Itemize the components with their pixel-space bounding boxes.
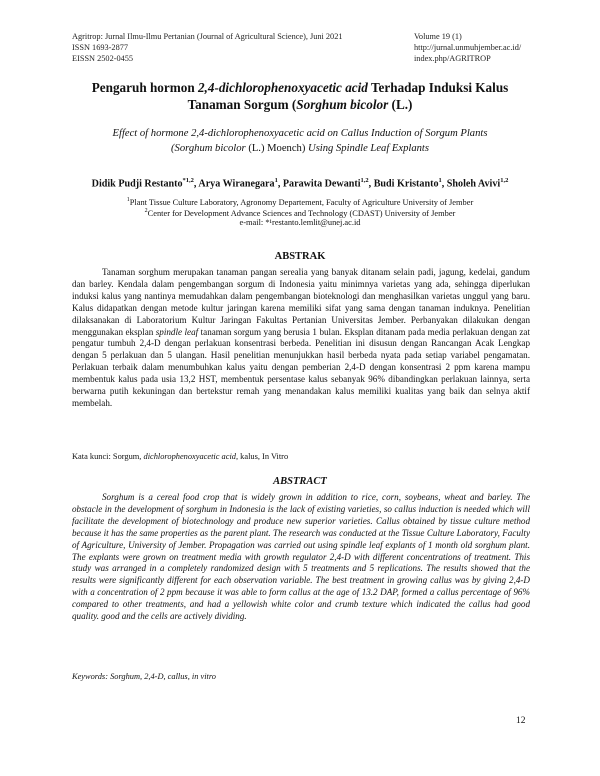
author: Budi Kristanto bbox=[373, 178, 439, 190]
paper-title: Pengaruh hormon 2,4-dichlorophenoxyacetic acid Terhadap Induksi Kalus Tanaman Sorgum (Sorghum bicolor (L.) bbox=[91, 80, 509, 112]
journal-url-line1[interactable]: http://jurnal.unmuhjember.ac.id/ bbox=[414, 43, 522, 52]
affiliation-2: $^2$Center for Development Advance Sciences and Technology (CDAST) University of Jember bbox=[144, 208, 456, 218]
kata-kunci: Kata kunci: Sorgum, dichlorophenoxyacetic acid, kalus, In Vitro bbox=[72, 452, 289, 461]
affiliation-1: $^1$Plant Tissue Culture Laboratory, Agronomy Departement, Faculty of Agriculture University of Jember bbox=[126, 197, 474, 207]
journal-header bbox=[72, 31, 343, 64]
abstract-heading: ABSTRACT bbox=[273, 476, 327, 487]
author: Arya Wiranegara bbox=[198, 178, 275, 190]
journal-url-line2[interactable]: index.php/AGRITROP bbox=[414, 54, 491, 63]
contact-email[interactable]: e-mail: *¹restanto.lemlit@unej.ac.id bbox=[239, 218, 361, 227]
volume-header bbox=[414, 31, 521, 64]
eissn: EISSN 2502-0455 bbox=[72, 54, 134, 63]
issn: ISSN 1693-2877 bbox=[72, 43, 129, 52]
author: Parawita Dewanti bbox=[282, 178, 361, 190]
volume: Volume 19 (1) bbox=[414, 32, 462, 41]
keywords: Keywords: Sorghum, 2,4-D, callus, in vitro bbox=[72, 672, 216, 681]
abstrak-body: Tanaman sorghum merupakan tanaman pangan serealia yang banyak ditanam selain padi, jagung, kedelai, gandum dan barley. Kendala dalam pengembangan sorgum di Indonesia yaitu minimnya varietas yang ada, sehingga diperlukan induksi kalus yang nantinya memudahkan dalam pengembangan bioteknologi dan menghasilkan varietas unggul yang baru. Kalus didapatkan dengan metode kultur jaringan karena memiliki sifat yang sama dengan tanaman induknya. Penelitian dilaksanakan di Laboratorium Kultur Jaringan Fakultas Pertanian Universitas Jember. Perbanyakan dilakukan dengan menggunakan eksplan spindle leaf tanaman sorgum yang berusia 1 bulan. Eksplan ditanam pada media perlakuan dengan zat pengatur tumbuh 2,4-D dengan perlakuan konsentrasi berbeda. Penelitian ini disusun dengan Rancangan Acak Lengkap dengan 5 perlakuan dan 5 ulangan. Hasil penelitian menunjukkan hasil berbeda nyata pada setiap variabel pengamatan. Perlakuan terbaik dalam menumbuhkan kalus yaitu dengan pemberian 2,4-D dengan konsentrasi 2 ppm karena mampu membentuk kalus pada usia 13,2 HST, membentuk persentase kalus sebanyak 96% dibandingkan perlakuan lainnya, serta berwarna putih kekuningan dan bertekstur remah yang menandakan kalus memiliki kualitas yang baik dan selnya aktif membelah. bbox=[72, 267, 530, 408]
abstrak-heading: ABSTRAK bbox=[274, 251, 326, 262]
abstract-body: Sorghum is a cereal food crop that is widely grown in addition to rice, corn, soybeans, wheat and barley. The obstacle in the development of sorghum in Indonesia is the lack of existing varieties, so callus induction is needed which will facilitate the development of biotechnology and produce new superior varieties. Callus obtained by tissue culture method because it has the same properties as the parent plant. The research was conducted at the Tissue Culture Laboratory, Faculty of Agriculture, University of Jember. Propagation was carried out using spindle leaf explants of 1 month old sorghum plant. The explants were grown on treatment media with growth regulator 2,4-D with different concentrations of treatment. This study was arranged in a completely randomized design with 5 treatments and 5 replications. The results showed that the results were significantly different for each observation variable. The best treatment in growing callus was by giving 2,4-D with a concentration of 2 ppm because it was able to form callus at the age of 13.2 DAP, formed a callus percentage of 96% compared to other treatments, and had a yellowish white color and crumb texture which indicated the callus had good quality. good and the cells are actively dividing. bbox=[72, 492, 530, 622]
page-number: 12 bbox=[516, 716, 526, 726]
author: Sholeh Avivi bbox=[446, 178, 501, 190]
journal-name: Agritrop: Jurnal Ilmu-Ilmu Pertanian (Journal of Agricultural Science), Juni 2021 bbox=[72, 32, 343, 41]
author: Didik Pudji Restanto bbox=[91, 178, 183, 190]
paper-subtitle: Effect of hormone 2,4-dichlorophenoxyacetic acid on Callus Induction of Sorgum Plants (Sorghum bicolor (L.) Moench) Using Spindle Leaf Explants bbox=[112, 128, 488, 154]
author-list: Didik Pudji Restanto$^{*1,2}$, Arya Wiranegara$^1$, Parawita Dewanti$^{1,2}$, Budi Kristanto$^1$, Sholeh Avivi$^{1,2}$ bbox=[91, 177, 509, 190]
